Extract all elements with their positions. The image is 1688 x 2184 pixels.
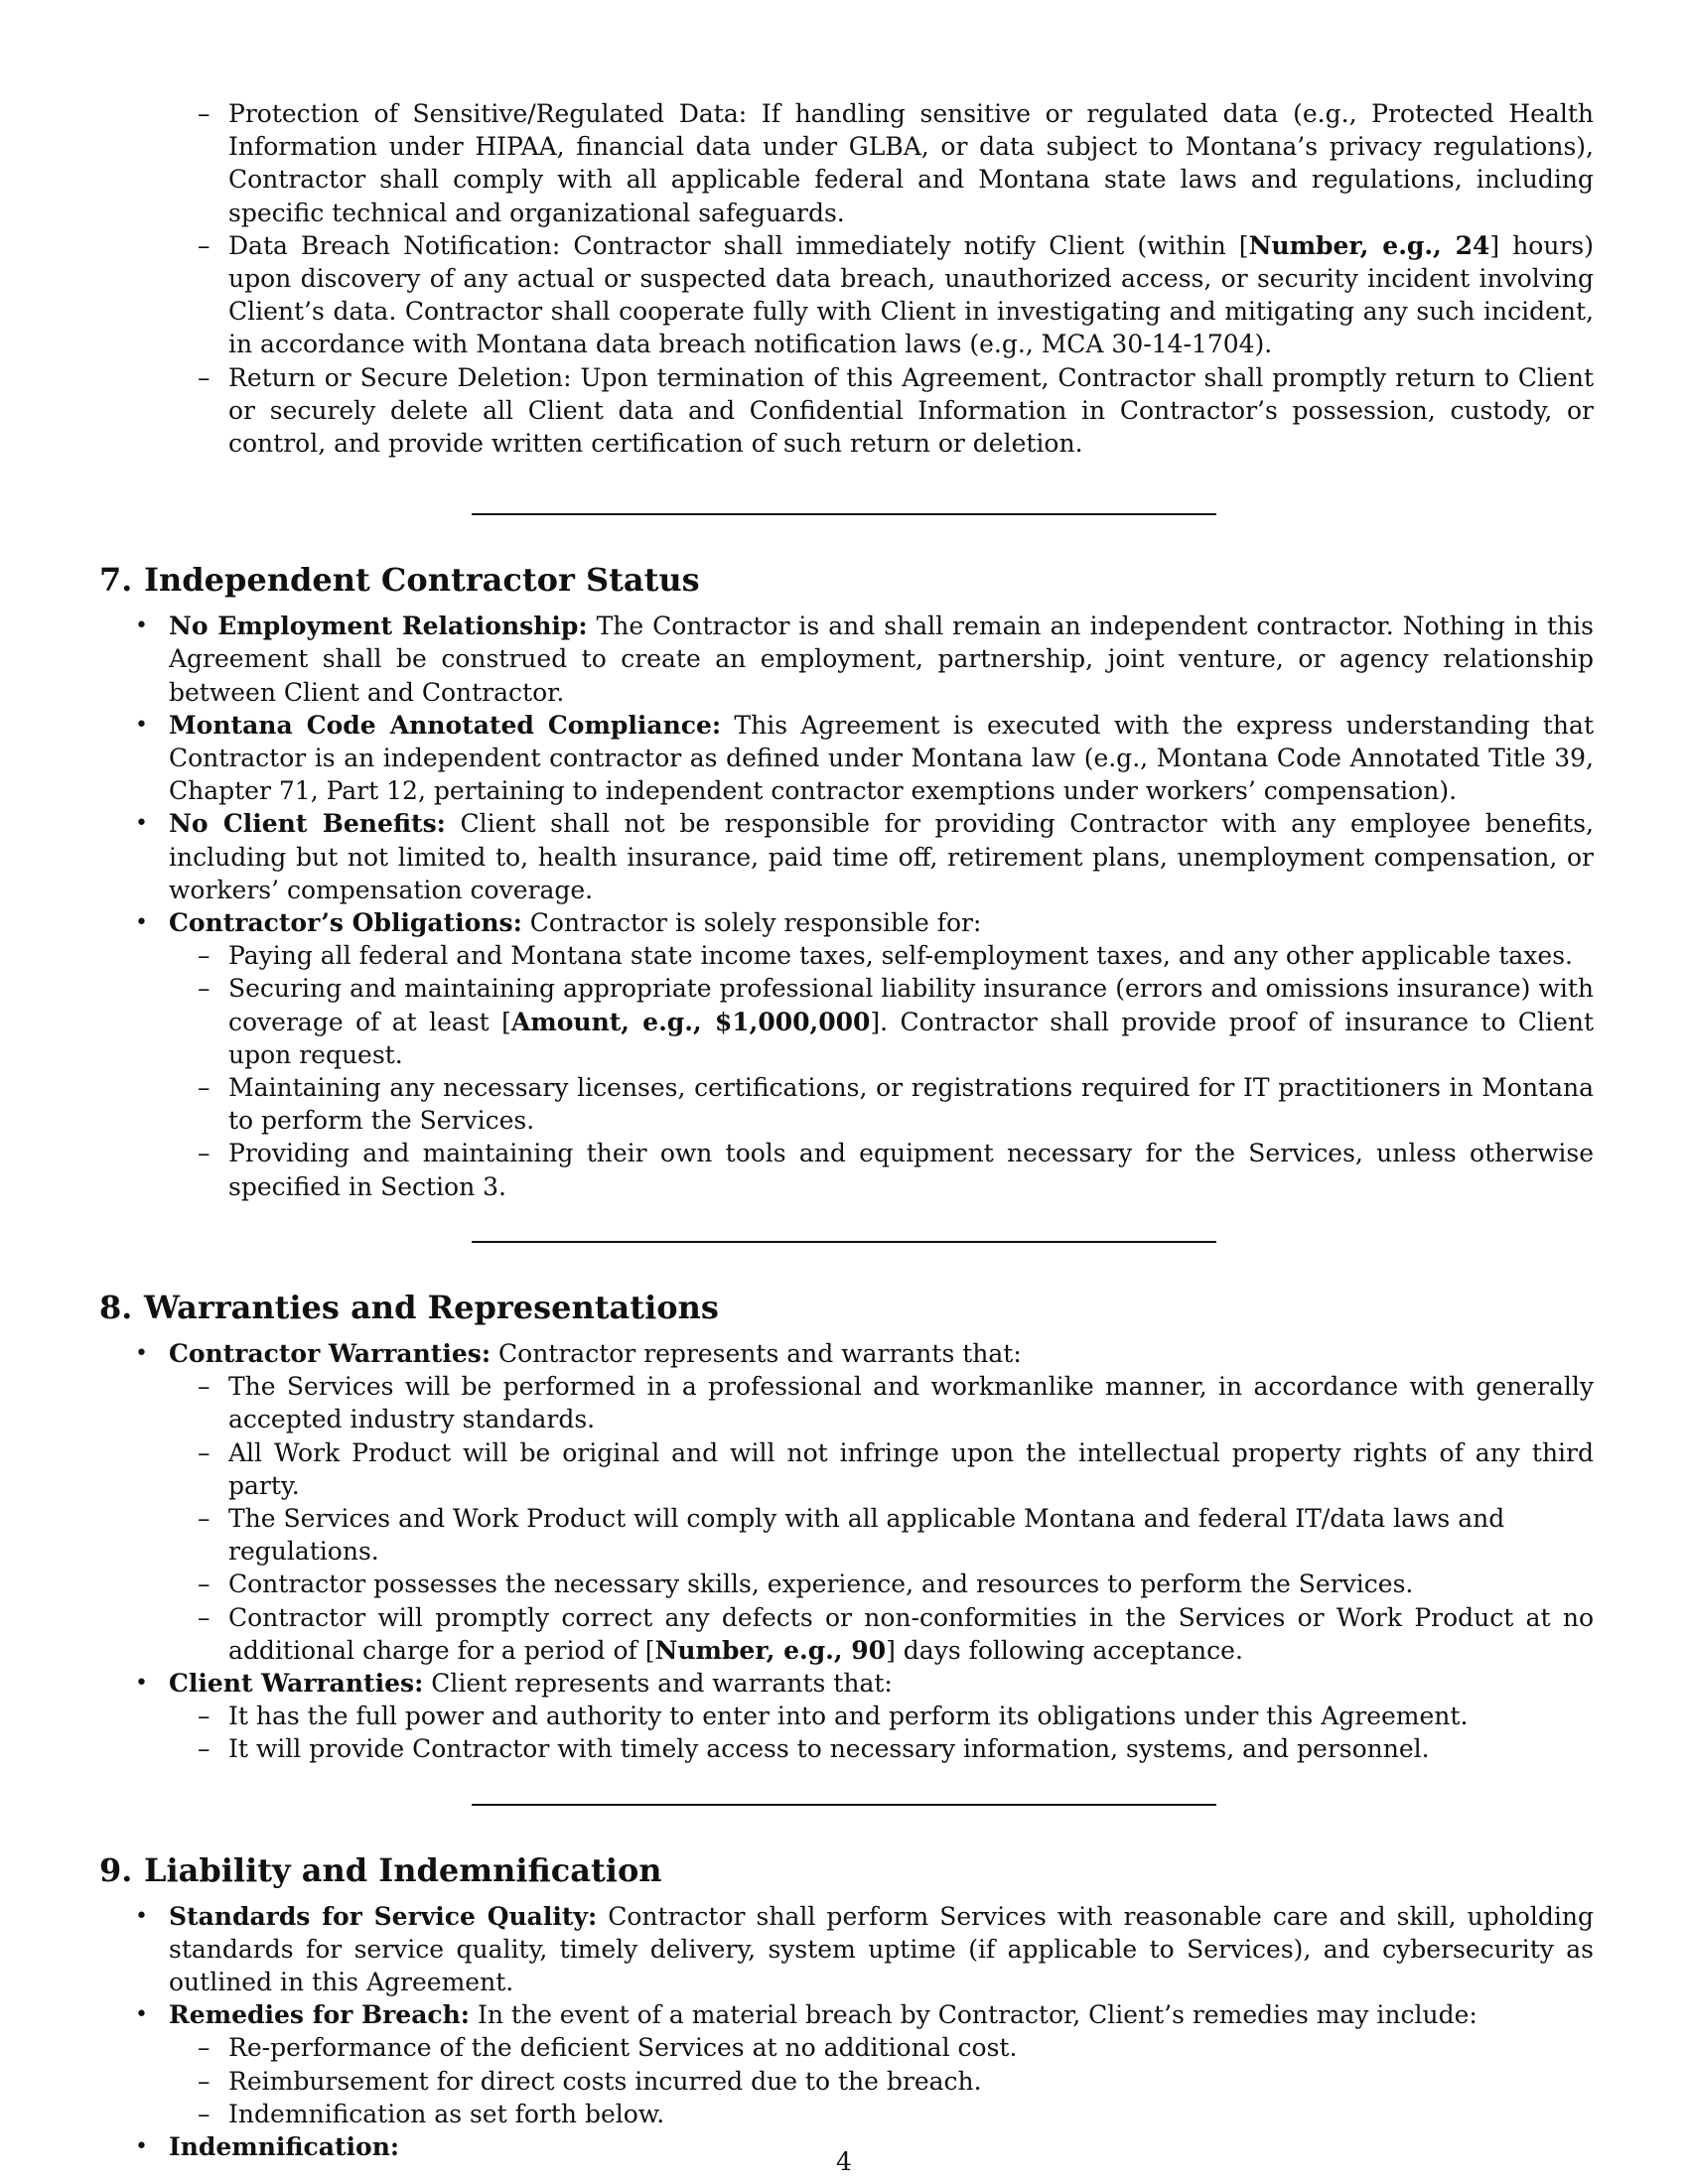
section-9-list: [99, 1900, 1594, 2164]
list-item: – The Services will be performed in a professional and workmanlike manner, in accordance with generally accepted industry standards.: [198, 1372, 1594, 1434]
section-7-list: [99, 610, 1594, 1203]
list-item: – Protection of Sensitive/Regulated Data: If handling sensitive or regulated data (e.g., Protected Health Information under HIPAA, financial data under GLBA, or data subject to Montana’s privacy regulations), Contractor shall comply with all applicable federal and Montana state laws and regulations, including specific technical and organizational safeguards.: [198, 99, 1594, 227]
list-item: • Montana Code Annotated Compliance: This Agreement is executed with the express understanding that Contractor is an independent contractor as defined under Montana law (e.g., Montana Code Annotated Title 39, Chapter 71, Part 12, pertaining to independent contractor exemptions under workers’ compensation).: [135, 710, 1594, 806]
list-item: – Contractor will promptly correct any defects or non-conformities in the Services or Work Product at no additional charge for a period of [Number, e.g., 90] days following acceptance.: [198, 1602, 1594, 1665]
list-item: – Securing and maintaining appropriate professional liability insurance (errors and omissions insurance) with coverage of at least [Amount, e.g., $1,000,000]. Contractor shall provide proof of insurance to Client upon request.: [198, 974, 1594, 1069]
list-item: – Re-performance of the deficient Services at no additional cost.: [198, 2033, 1018, 2063]
remedies-list: [169, 2031, 1594, 2130]
list-item: – It has the full power and authority to enter into and perform its obligations under this Agreement.: [198, 1702, 1469, 1731]
obligations-list: [169, 939, 1594, 1203]
list-item: – All Work Product will be original and will not infringe upon the intellectual property rights of any third party.: [198, 1437, 1594, 1500]
list-item: • Indemnification:: [135, 2131, 400, 2161]
section-8-list: [99, 1337, 1594, 1766]
list-item: – Data Breach Notification: Contractor shall immediately notify Client (within [Number, e.g., 24] hours) upon discovery of any actual or suspected data breach, unauthorized access, or security incident involving Client’s data. Contractor shall cooperate fully with Client in investigating and mitigating any such incident, in accordance with Montana data breach notification laws (e.g., MCA 30-14-1704).: [198, 230, 1594, 359]
list-item: – It will provide Contractor with timely access to necessary information, systems, and personnel.: [198, 1734, 1430, 1764]
section-divider: [472, 513, 1216, 515]
data-protection-list: [99, 97, 1594, 460]
section-divider: [472, 1804, 1216, 1806]
list-item: – Maintaining any necessary licenses, certifications, or registrations required for IT practitioners in Montana to perform the Services.: [198, 1073, 1594, 1136]
list-item: – Paying all federal and Montana state income taxes, self-employment taxes, and any other applicable taxes.: [198, 941, 1573, 971]
list-item: • Contractor’s Obligations: Contractor is solely responsible for: – Paying all federal and Montana state income taxes, self-employment taxes, and any other applicable taxes. – Securing and maintaining appropriate professional liability insurance (errors and omissions insurance) with coverage of at least [Amount, e.g., $1,000,000]. Contractor shall provide proof of insurance to Client upon request. – Maintaining any necessary licenses, certifications, or registrations required for IT practitioners in Montana to perform the Services. – Providing and maintaining their own tools and equipment necessary for the Services, unless otherwise specified in Section 3.: [99, 906, 1594, 1203]
section-heading: 7. Independent Contractor Status: [99, 561, 700, 600]
list-item: – Reimbursement for direct costs incurred due to the breach.: [198, 2066, 982, 2096]
section-heading: 9. Liability and Indemnification: [99, 1850, 662, 1889]
list-item: • Standards for Service Quality: Contractor shall perform Services with reasonable care and skill, upholding standards for service quality, timely delivery, system uptime (if applicable to Services), and cybersecurity as outlined in this Agreement.: [135, 1901, 1595, 1996]
section-divider: [472, 1241, 1216, 1243]
list-item: – The Services and Work Product will comply with all applicable Montana and federal IT/data laws and regulations.: [198, 1503, 1505, 1567]
client-warranties-list: [169, 1700, 1594, 1765]
section-heading: 8. Warranties and Representations: [99, 1288, 719, 1326]
list-item: • Remedies for Breach: In the event of a material breach by Contractor, Client’s remedies may include: – Re-performance of the deficient Services at no additional cost. – Reimbursement for direct costs incurred due to the breach. – Indemnification as set forth below.: [99, 1998, 1594, 2130]
contractor-warranties-list: [169, 1370, 1594, 1667]
list-item: • Contractor Warranties: Contractor represents and warrants that: – The Services will be performed in a professional and workmanlike manner, in accordance with generally accepted industry standards. – All Work Product will be original and will not infringe upon the intellectual property rights of any third party. – The Services and Work Product will comply with all applicable Montana and federal IT/data laws and regulations. – Contractor possesses the necessary skills, experience, and resources to perform the Services. – Contractor will promptly correct any defects or non-conformities in the Services or Work Product at no additional charge for a period of [Number, e.g., 90] days following acceptance.: [99, 1337, 1594, 1667]
list-item: • Client Warranties: Client represents and warrants that: – It has the full power and authority to enter into and perform its obligations under this Agreement. – It will provide Contractor with timely access to necessary information, systems, and personnel.: [99, 1667, 1594, 1766]
list-item: • No Client Benefits: Client shall not be responsible for providing Contractor with any employee benefits, including but not limited to, health insurance, paid time off, retirement plans, unemployment compensation, or workers’ compensation coverage.: [135, 809, 1594, 904]
list-item: – Return or Secure Deletion: Upon termination of this Agreement, Contractor shall promptly return to Client or securely delete all Client data and Confidential Information in Contractor’s possession, custody, or control, and provide written certification of such return or deletion.: [198, 362, 1594, 459]
list-item: • No Employment Relationship: The Contractor is and shall remain an independent contractor. Nothing in this Agreement shall be construed to create an employment, partnership, joint venture, or agency relationship between Client and Contractor.: [135, 612, 1594, 707]
list-item: – Contractor possesses the necessary skills, experience, and resources to perform the Services.: [198, 1570, 1414, 1599]
page-content: [99, 97, 1594, 2163]
list-item: – Indemnification as set forth below.: [198, 2099, 665, 2128]
list-item: – Providing and maintaining their own tools and equipment necessary for the Services, unless otherwise specified in Section 3.: [198, 1139, 1594, 1201]
page-number: 4: [836, 2147, 852, 2176]
